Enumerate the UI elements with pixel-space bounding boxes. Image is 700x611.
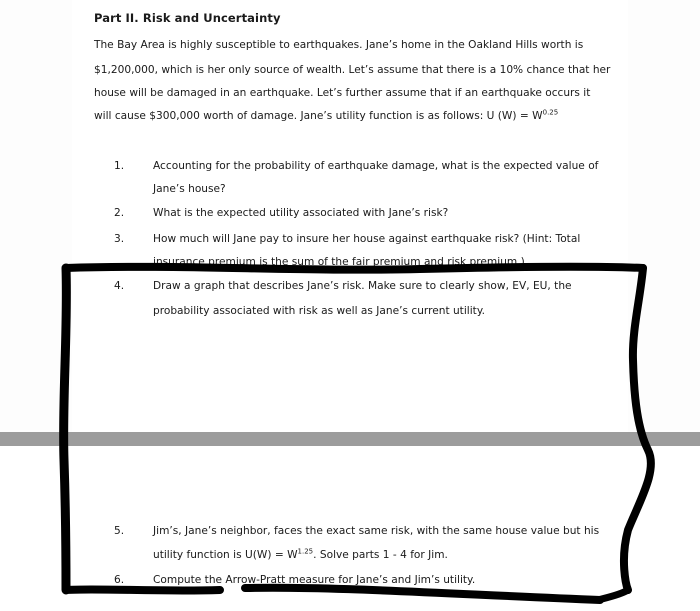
question-6-number: 6. <box>114 574 125 586</box>
exponent-jim: 1.25 <box>297 547 314 556</box>
question-4-number: 4. <box>114 280 125 292</box>
intro-line-3: house will be damaged in an earthquake. Let’s further assume that if an earthquake occurs it <box>94 87 591 99</box>
question-5-line-2-tail: . Solve parts 1 - 4 for Jim. <box>313 549 448 561</box>
question-3-line-1: How much will Jane pay to insure her house against earthquake risk? (Hint: Total <box>153 233 581 245</box>
page-break <box>0 432 700 446</box>
intro-line-2: $1,200,000, which is her only source of wealth. Let’s assume that there is a 10% chance that her <box>94 64 611 76</box>
question-1-line-2: Jane’s house? <box>153 183 226 195</box>
question-3-number: 3. <box>114 233 125 245</box>
question-2-line-1: What is the expected utility associated with Jane’s risk? <box>153 207 449 219</box>
question-6-line-1: Compute the Arrow-Pratt measure for Jane’s and Jim’s utility. <box>153 574 476 586</box>
right-margin <box>628 0 700 432</box>
question-5-number: 5. <box>114 525 125 537</box>
question-4-line-1: Draw a graph that describes Jane’s risk. Make sure to clearly show, EV, EU, the <box>153 280 572 292</box>
intro-line-4 <box>94 110 558 122</box>
question-2-number: 2. <box>114 207 125 219</box>
question-4-line-2: probability associated with risk as well as Jane’s current utility. <box>153 305 485 317</box>
question-1-line-1: Accounting for the probability of earthquake damage, what is the expected value of <box>153 160 599 172</box>
intro-line-4-text: will cause $300,000 worth of damage. Jane’s utility function is as follows: U (W) = W <box>94 110 543 122</box>
question-1-number: 1. <box>114 160 125 172</box>
section-heading: Part II. Risk and Uncertainty <box>94 11 281 25</box>
left-margin <box>0 0 72 432</box>
question-5-line-2-text: utility function is U(W) = W <box>153 549 298 561</box>
question-5-line-1: Jim’s, Jane’s neighbor, faces the exact same risk, with the same house value but his <box>153 525 600 537</box>
exponent-jane: 0.25 <box>542 108 559 117</box>
intro-line-1: The Bay Area is highly susceptible to earthquakes. Jane’s home in the Oakland Hills worth is <box>94 39 584 51</box>
question-3-line-2: insurance premium is the sum of the fair premium and risk premium.) <box>153 256 525 268</box>
question-5-line-2 <box>153 549 448 561</box>
